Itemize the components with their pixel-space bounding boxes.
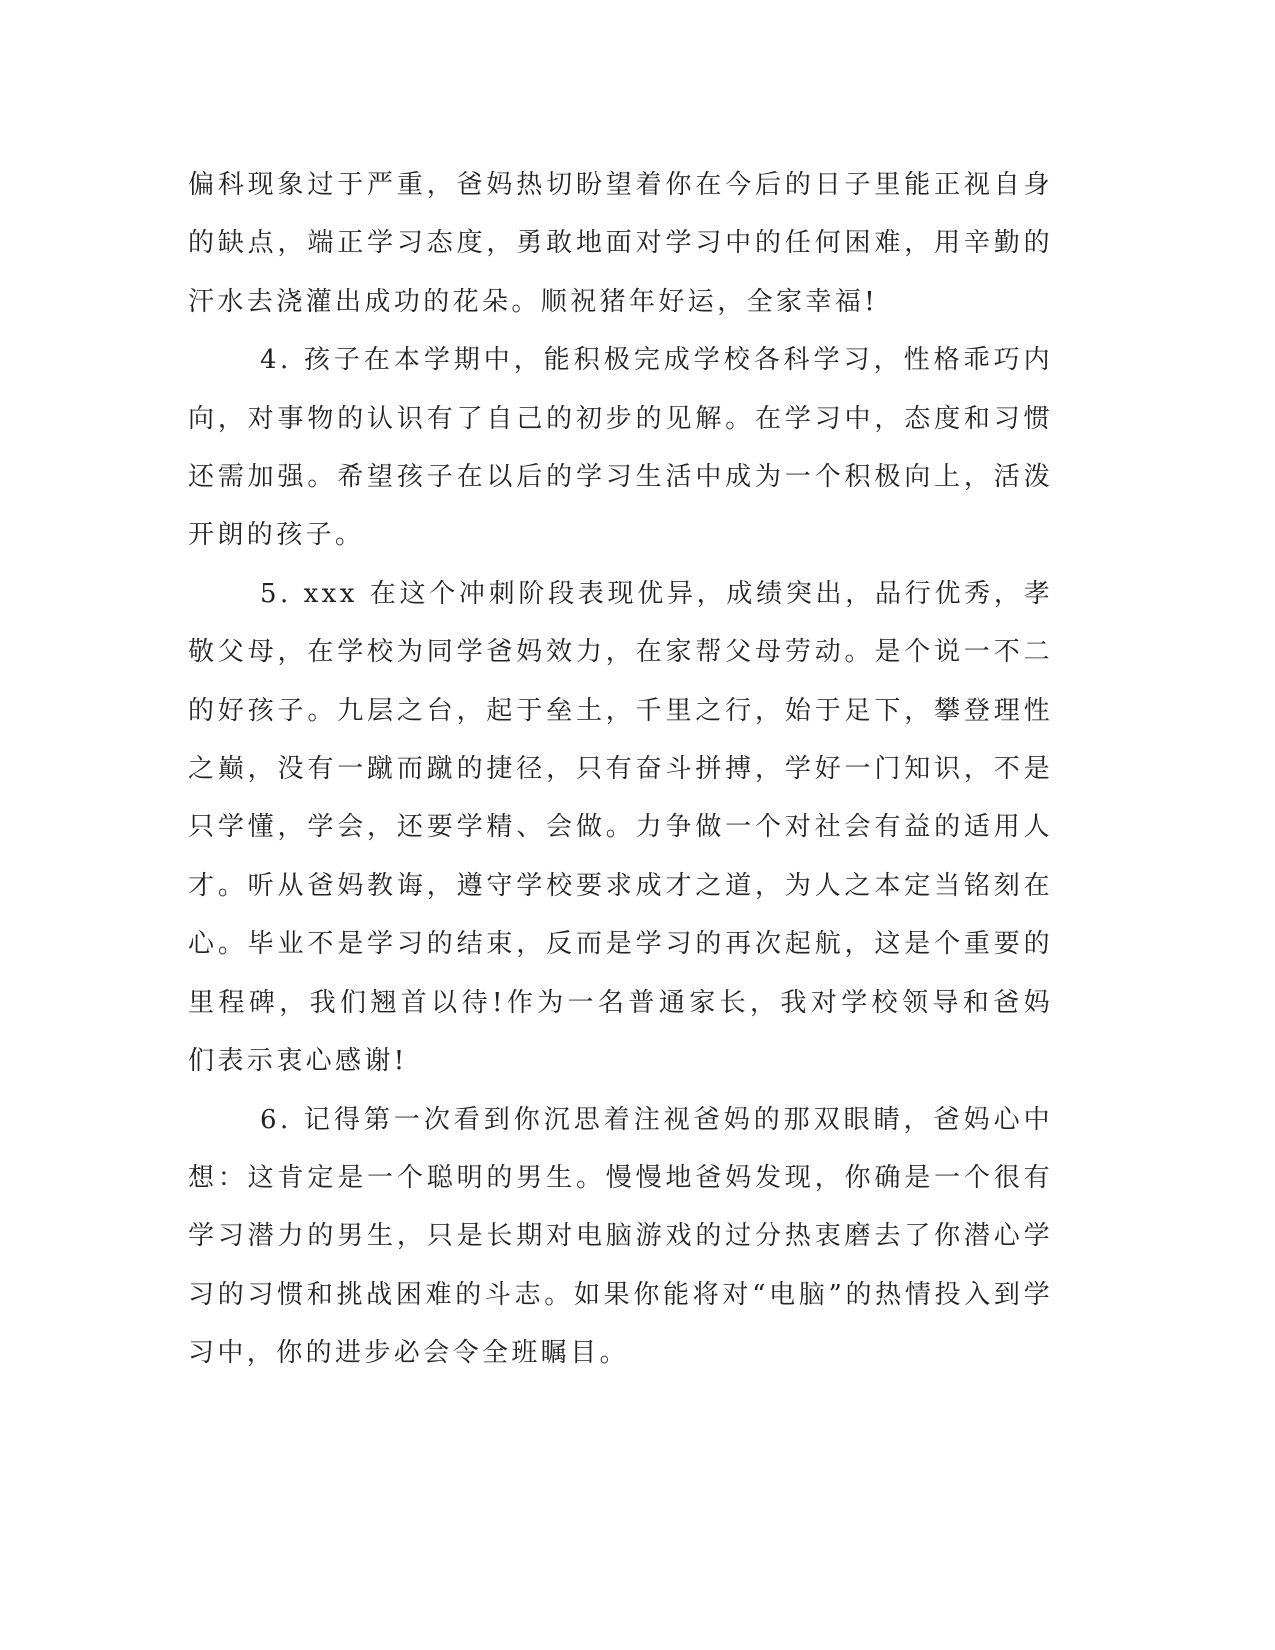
paragraph-item-5: 5. xxx 在这个冲刺阶段表现优异，成绩突出，品行优秀，孝敬父母，在学校为同学爸妈效力，在家帮父母劳动。是个说一不二的好孩子。九层之台，起于垒土，千里之行，始于足下，攀登理性之巅，没有一蹴而蹴的捷径，只有奋斗拼搏，学好一门知识，不是只学懂，学会，还要学精、会做。力争做一个对社会有益的适用人才。听从爸妈教诲，遵守学校要求成才之道，为人之本定当铭刻在心。毕业不是学习的结束，反而是学习的再次起航，这是个重要的里程碑，我们翘首以待!作为一名普通家长，我对学校领导和爸妈们表示衷心感谢! [188, 578, 1053, 1077]
paragraph-item-4: 4. 孩子在本学期中，能积极完成学校各科学习，性格乖巧内向，对事物的认识有了自己的初步的见解。在学习中，态度和习惯还需加强。希望孩子在以后的学习生活中成为一个积极向上，活泼开朗的孩子。 [188, 345, 1053, 551]
document-body [188, 156, 1053, 1383]
paragraph-continuation: 偏科现象过于严重，爸妈热切盼望着你在今后的日子里能正视自身的缺点，端正学习态度，勇敢地面对学习中的任何困难，用辛勤的汗水去浇灌出成功的花朵。顺祝猪年好运，全家幸福! [188, 170, 1053, 317]
paragraph-item-6: 6. 记得第一次看到你沉思着注视爸妈的那双眼睛，爸妈心中想：这肯定是一个聪明的男生。慢慢地爸妈发现，你确是一个很有学习潜力的男生，只是长期对电脑游戏的过分热衷磨去了你潜心学习的习惯和挑战困难的斗志。如果你能将对“电脑”的热情投入到学习中，你的进步必会令全班瞩目。 [188, 1104, 1053, 1369]
